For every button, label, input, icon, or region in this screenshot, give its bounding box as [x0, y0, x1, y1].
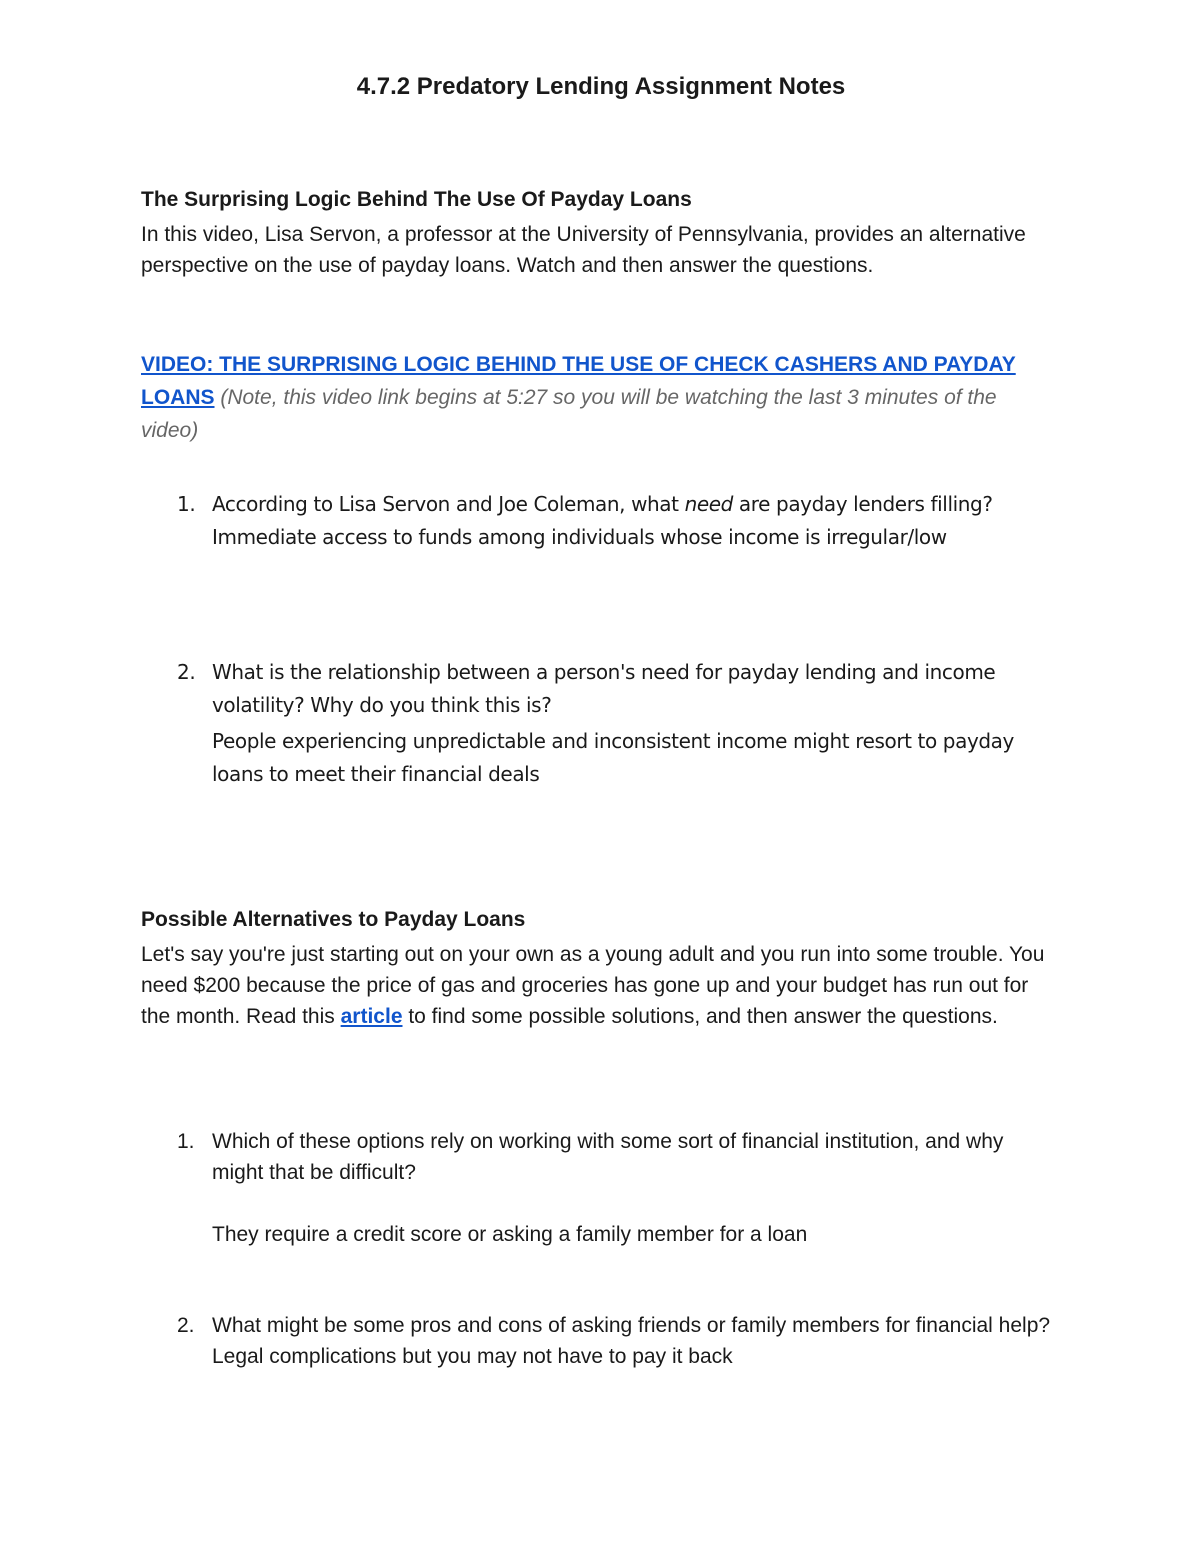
section1-intro: In this video, Lisa Servon, a professor at the University of Pennsylvania, provides an alternative perspective on the use of payday loans. Watch and then answer the questions.: [141, 223, 1026, 277]
question-text: What is the relationship between a person's need for payday lending and income volatility? Why do you think this is?: [212, 660, 996, 717]
document-title: 4.7.2 Predatory Lending Assignment Notes: [356, 73, 846, 100]
answer-text: People experiencing unpredictable and inconsistent income might resort to payday loans to meet their financial deals: [212, 729, 1014, 786]
video-reference: [141, 348, 1056, 447]
question-number: 1.: [177, 1130, 195, 1153]
section2-intro: Let's say you're just starting out on your own as a young adult and you run into some trouble. You need $200 because the price of gas and groceries has gone up and your budget has run out for the month. Read this article to find some possible solutions, and then answer the questions.: [141, 943, 1045, 1028]
question-number: 1.: [177, 492, 196, 516]
answer-text: They require a credit score or asking a family member for a loan: [212, 1223, 808, 1246]
question-text: What might be some pros and cons of asking friends or family members for financial help?: [212, 1314, 1051, 1337]
answer-text: Legal complications but you may not have to pay it back: [212, 1345, 733, 1368]
question-text: According to Lisa Servon and Joe Coleman, what need are payday lenders filling?: [212, 492, 993, 516]
article-link[interactable]: article: [340, 1005, 403, 1028]
video-note: (Note, this video link begins at 5:27 so you will be watching the last 3 minutes of the video): [141, 386, 997, 442]
question-number: 2.: [177, 660, 196, 684]
answer-text: Immediate access to funds among individuals whose income is irregular/low: [212, 525, 947, 549]
section-heading-payday-logic: The Surprising Logic Behind The Use Of Payday Loans: [141, 188, 692, 211]
video-link[interactable]: VIDEO: THE SURPRISING LOGIC BEHIND THE USE OF CHECK CASHERS AND PAYDAY LOANS: [141, 353, 1016, 409]
section-heading-alternatives: Possible Alternatives to Payday Loans: [141, 908, 526, 931]
question-number: 2.: [177, 1314, 195, 1337]
question-text: Which of these options rely on working with some sort of financial institution, and why might that be difficult?: [212, 1130, 1004, 1184]
question-emphasis: need: [684, 492, 733, 516]
